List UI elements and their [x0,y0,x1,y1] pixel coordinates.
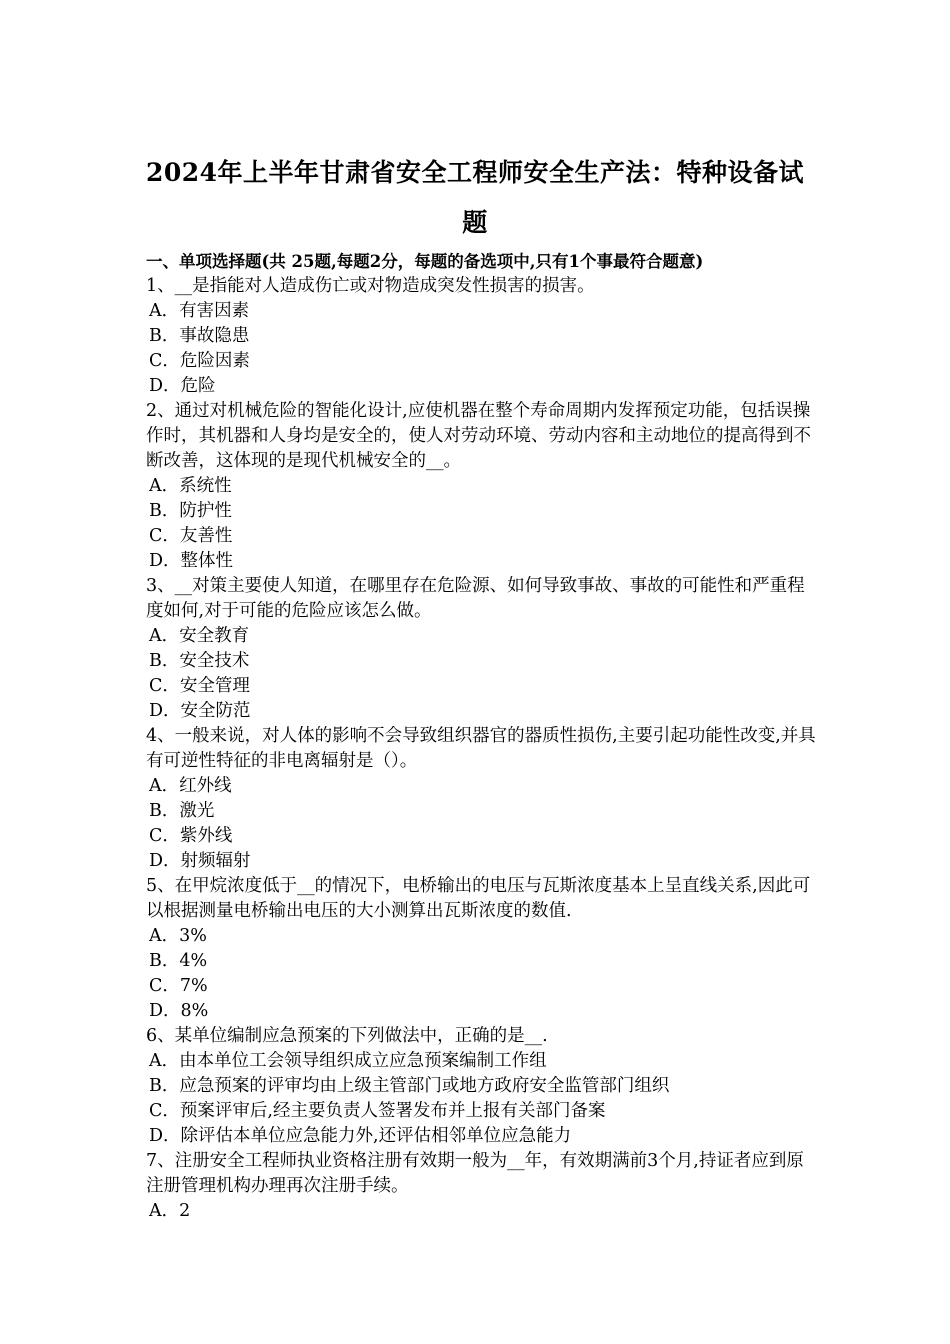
option-c: C．安全管理 [149,676,250,696]
option-d: D．除评估本单位应急能力外,还评估相邻单位应急能力 [149,1126,572,1146]
question-stem: 7、注册安全工程师执业资格注册有效期一般为__年，有效期满前3个月,持证者应到原注册管理机构办理再次注册手续。 [146,1151,804,1196]
question-stem: 4、一般来说，对人体的影响不会导致组织器官的器质性损伤,主要引起功能性改变,并具有可逆性特征的非电离辐射是（）。 [146,726,816,771]
option-a: A．安全教育 [149,626,250,646]
question-3 [146,574,816,724]
option-c: C．预案评审后,经主要负责人签署发布并上报有关部门备案 [149,1101,606,1121]
option-b: B．防护性 [149,501,232,521]
option-a: A．3% [149,926,207,946]
option-b: B．4% [149,951,208,971]
question-stem: 3、__对策主要使人知道，在哪里存在危险源、如何导致事故、事故的可能性和严重程度如何,对于可能的危险应该怎么做。 [146,576,805,621]
option-a: A．2 [149,1201,191,1221]
question-4 [146,724,816,874]
option-b: B．应急预案的评审均由上级主管部门或地方政府安全监管部门组织 [149,1076,670,1096]
question-2 [146,399,816,574]
option-a: A．有害因素 [149,301,250,321]
option-d: D．危险 [149,376,216,396]
option-c: C．友善性 [149,526,233,546]
option-c: C．7% [149,976,208,996]
option-b: B．激光 [149,801,215,821]
option-b: B．事故隐患 [149,326,250,346]
question-stem: 5、在甲烷浓度低于__的情况下，电桥输出的电压与瓦斯浓度基本上呈直线关系,因此可以根据测量电桥输出电压的大小测算出瓦斯浓度的数值. [146,876,811,921]
question-1 [146,274,816,399]
option-a: A．系统性 [149,476,232,496]
option-c: C．紫外线 [149,826,233,846]
option-d: D．安全防范 [149,701,251,721]
question-stem: 6、某单位编制应急预案的下列做法中，正确的是__. [146,1026,548,1046]
option-c: C．危险因素 [149,351,250,371]
question-5 [146,874,816,1024]
option-d: D．整体性 [149,551,234,571]
document-body [146,249,816,1224]
option-d: D．8% [149,1001,209,1021]
option-a: A．红外线 [149,776,232,796]
document-title [120,148,830,248]
question-stem: 2、通过对机械危险的智能化设计,应使机器在整个寿命周期内发挥预定功能，包括误操作时，其机器和人身均是安全的，使人对劳动环境、劳动内容和主动地位的提高得到不断改善，这体现的是现代机械安全的__。 [146,401,811,471]
option-a: A．由本单位工会领导组织成立应急预案编制工作组 [149,1051,547,1071]
question-6 [146,1024,816,1149]
question-stem: 1、__是指能对人造成伤亡或对物造成突发性损害的损害。 [146,276,595,296]
option-d: D．射频辐射 [149,851,251,871]
title-line-1: 2024年上半年甘肃省安全工程师安全生产法：特种设备试 [145,158,805,187]
option-b: B．安全技术 [149,651,250,671]
question-7 [146,1149,816,1224]
title-line-2: 题 [462,208,488,237]
section-heading: 一、单项选择题(共 25题,每题2分，每题的备选项中,只有1个事最符合题意) [146,252,704,271]
